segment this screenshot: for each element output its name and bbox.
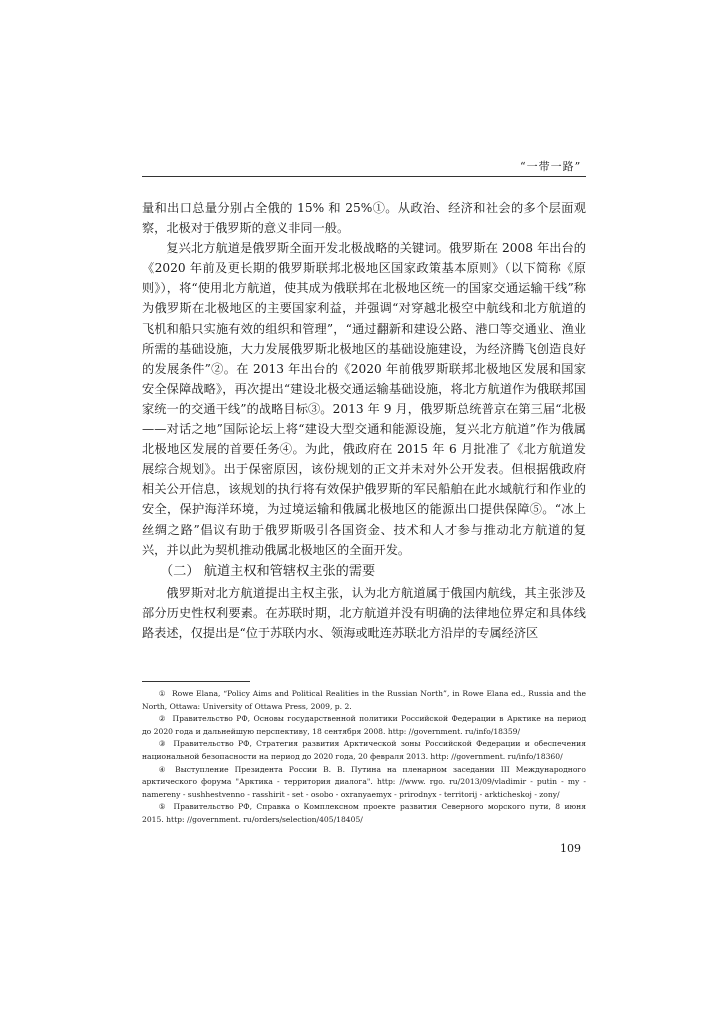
footnote-2: [142, 713, 586, 738]
paragraph-3: 俄罗斯对北方航道提出主权主张，认为北方航道属于俄国内航线，其主张涉及部分历史性权利要素。在苏联时期，北方航道并没有明确的法律地位界定和具体线路表述，仅提出是“位于苏联内水、领海或毗连苏联北方沿岸的专属经济区: [142, 585, 586, 640]
footnote-text: Правительство РФ, Основы государственной политики Российской Федерации в Арктике на период до 2020 года и дальнейшую перспективу, 18 сентября 2008. http: //government. ru/info/18359/: [142, 714, 586, 736]
footnotes: [142, 688, 586, 827]
footnote-mark: ①: [158, 689, 166, 698]
section-heading: （二） 航道主权和管辖权主张的需要: [160, 563, 376, 579]
footnote-text: Rowe Elana, “Policy Aims and Political Realities in the Russian North”, in Rowe Elana ed., Russia and the North, Ottawa: University of Ottawa Press, 2009, p. 2.: [142, 689, 586, 711]
footnote-1: [142, 688, 586, 713]
footnote-5: [142, 801, 586, 826]
header-divider: [142, 176, 586, 177]
footnote-mark: ②: [158, 714, 167, 724]
footnote-text: Правительство РФ, Стратегия развития Арктической зоны Российской Федерации и обеспечения национальной безопасности на период до 2020 года, 20 февраля 2013. http: //government. ru/info/18360/: [142, 739, 586, 761]
footnote-mark: ③: [158, 739, 168, 749]
footnote-text: Правительство РФ, Справка о Комплексном проекте развития Северного морского пути, 8 июня 2015. http: //government. ru/orders/selection/405/18405/: [142, 802, 586, 824]
footnote-4: [142, 764, 586, 802]
footnote-mark: ④: [158, 764, 170, 774]
footnote-text: Выступление Президента России В. В. Путина на пленарном заседании III Международного арктического форума "Арктика - территория диалога". http: //www. rgo. ru/2013/09/vladimir - putin - my - namereny - sushhestvenno - rasshirit - set - osobo - oxranyaemyx - prirodnyx - territorij - arkticheskoj - zony/: [142, 764, 586, 799]
footnote-3: [142, 738, 586, 763]
page-number: 109: [560, 842, 581, 855]
paragraph-2: 复兴北方航道是俄罗斯全面开发北极战略的关键词。俄罗斯在 2008 年出台的《2020 年前及更长期的俄罗斯联邦北极地区国家政策基本原则》（以下简称《原则》），将“使用北方航道，使其成为俄联邦在北极地区统一的国家交通运输干线”称为俄罗斯在北极地区的主要国家利益，并强调“对穿越北极空中航线和北方航道的飞机和船只实施有效的组织和管理”，“通过翻新和建设公路、港口等交通业、渔业所需的基础设施，大力发展俄罗斯北极地区的基础设施建设，为经济腾飞创造良好的发展条件”②。在 2013 年出台的《2020 年前俄罗斯联邦北极地区发展和国家安全保障战略》，再次提出“建设北极交通运输基础设施，将北方航道作为俄联邦国家统一的交通干线”的战略目标③。2013 年 9 月，俄罗斯总统普京在第三届“北极——对话之地”国际论坛上将“建设大型交通和能源设施，复兴北方航道”作为俄属北极地区发展的首要任务④。为此，俄政府在 2015 年 6 月批准了《北方航道发展综合规划》。出于保密原因，该份规划的正文并未对外公开发表。但根据俄政府相关公开信息，该规划的执行将有效保护俄罗斯的军民船舶在此水域航行和作业的安全，保护海洋环境，为过境运输和俄属北极地区的能源出口提供保障⑤。“冰上丝绸之路”倡议有助于俄罗斯吸引各国资金、技术和人才参与推动北方航道的复兴，并以此为契机推动俄属北极地区的全面开发。: [142, 241, 586, 557]
footnote-divider: [142, 681, 250, 682]
running-header: “一带一路”: [520, 160, 582, 173]
main-text: [142, 198, 586, 643]
footnote-mark: ⑤: [158, 802, 168, 812]
paragraph-1: 量和出口总量分别占全俄的 15% 和 25%①。从政治、经济和社会的多个层面观察，北极对于俄罗斯的意义非同一般。: [142, 201, 586, 236]
